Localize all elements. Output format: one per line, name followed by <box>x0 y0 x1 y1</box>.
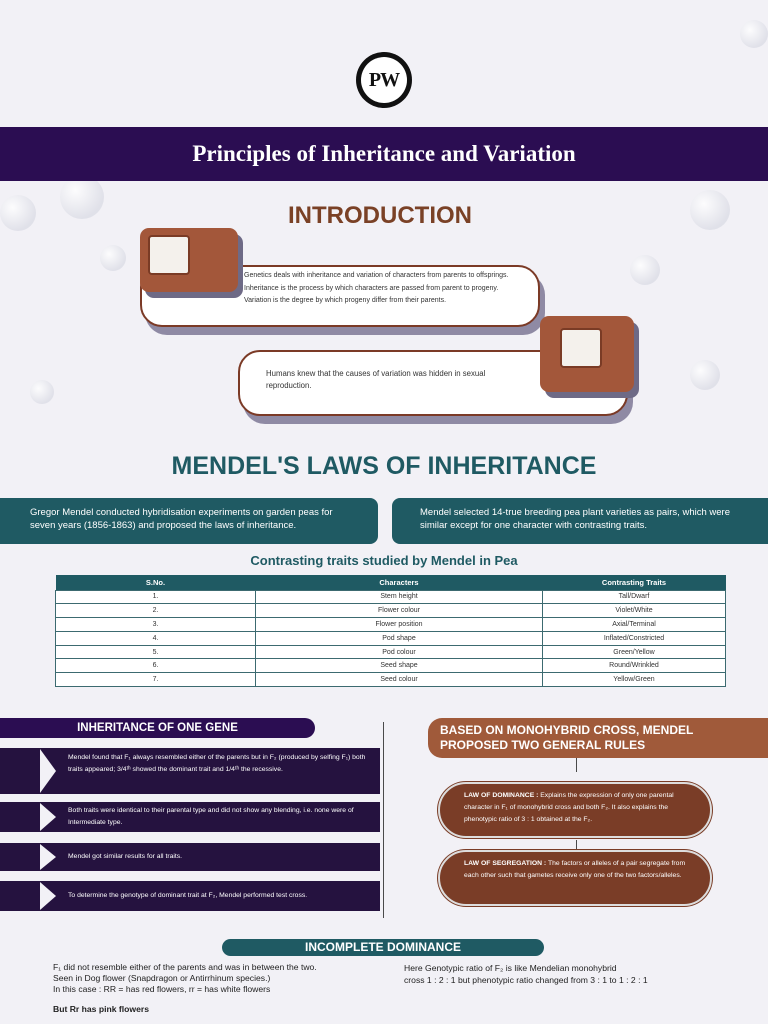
intro-box-1-text: Genetics deals with inheritance and variation of characters from parents to offsprings. Inheritance is the process by which characters are passed from parent to progeny. Variation is the degree by which progeny differ from their parents. <box>244 272 509 304</box>
arrow-notch <box>40 749 56 793</box>
table-header-row <box>56 575 726 590</box>
one-gene-item-3 <box>0 843 380 871</box>
mendel-left-text: Gregor Mendel conducted hybridisation experiments on garden peas for seven years (1856-1863) and proposed the laws of inheritance. <box>30 507 333 531</box>
arrow-notch <box>40 882 56 910</box>
cell-sno: 3. <box>56 618 256 632</box>
cell-character: Flower colour <box>256 604 543 618</box>
dominance-text: Explains the expression of only one parental character in F₁ of monohybrid cross and both F₂. It also explains the phenotypic ratio of 3 : 1 obtained at the F₂. <box>464 792 674 823</box>
cell-character: Pod shape <box>256 631 543 645</box>
header-characters: Characters <box>256 575 543 590</box>
table-row <box>56 631 726 645</box>
cell-traits: Round/Wrinkled <box>543 659 726 673</box>
column-divider <box>383 722 384 918</box>
pw-logo <box>356 52 412 108</box>
cell-traits: Yellow/Green <box>543 673 726 687</box>
cell-character: Seed shape <box>256 659 543 673</box>
cell-traits: Violet/White <box>543 604 726 618</box>
law-of-dominance <box>438 782 712 838</box>
cell-traits: Green/Yellow <box>543 645 726 659</box>
table-row <box>56 645 726 659</box>
header-sno: S.No. <box>56 575 256 590</box>
connector-line <box>576 840 577 850</box>
cell-traits: Axial/Terminal <box>543 618 726 632</box>
header-traits: Contrasting Traits <box>543 575 726 590</box>
one-gene-item-4-text: To determine the genotype of dominant trait at F₂, Mendel performed test cross. <box>68 892 308 899</box>
one-gene-heading: INHERITANCE OF ONE GENE <box>0 718 315 738</box>
mendel-left-bar <box>0 498 378 544</box>
molecule-decoration <box>100 245 126 271</box>
cell-character: Pod colour <box>256 645 543 659</box>
cell-sno: 5. <box>56 645 256 659</box>
cell-sno: 7. <box>56 673 256 687</box>
traits-table <box>55 575 726 687</box>
page-title: Principles of Inheritance and Variation <box>192 141 576 166</box>
molecule-decoration <box>690 360 720 390</box>
table-row <box>56 618 726 632</box>
cell-sno: 1. <box>56 590 256 604</box>
molecule-decoration <box>740 20 768 48</box>
dominance-title: LAW OF DOMINANCE : <box>464 792 539 799</box>
cell-traits: Inflated/Constricted <box>543 631 726 645</box>
table-row <box>56 659 726 673</box>
introduction-heading: INTRODUCTION <box>288 202 472 229</box>
mendel-right-bar <box>392 498 768 544</box>
one-gene-item-4 <box>0 881 380 911</box>
mendel-heading: MENDEL'S LAWS OF INHERITANCE <box>171 452 597 480</box>
one-gene-item-1 <box>0 748 380 794</box>
logo-text: PW <box>361 57 407 103</box>
cell-sno: 6. <box>56 659 256 673</box>
arrow-notch <box>40 844 56 870</box>
mendel-right-text: Mendel selected 14-true breeding pea plant varieties as pairs, which were similar except for one character with contrasting traits. <box>420 507 730 531</box>
table-row <box>56 673 726 687</box>
one-gene-item-2 <box>0 802 380 832</box>
one-gene-item-1-text: Mendel found that F₁ always resembled either of the parents but in F₂ (produced by selfing F₁) both traits appeared; 3/4ᵗʰ showed the dominant trait and 1/4ᵗʰ the recessive. <box>68 754 366 773</box>
incomplete-right-text <box>404 962 724 986</box>
incomplete-right-line-1: Here Genotypic ratio of F₂ is like Mendelian monohybrid <box>404 963 617 973</box>
cell-traits: Tall/Dwarf <box>543 590 726 604</box>
incomplete-line-3: In this case : RR = has red flowers, rr = has white flowers <box>53 984 271 994</box>
cell-character: Flower position <box>256 618 543 632</box>
tab-inset <box>148 235 190 275</box>
table-row <box>56 604 726 618</box>
table-row <box>56 590 726 604</box>
molecule-decoration <box>630 255 660 285</box>
title-banner <box>0 127 768 181</box>
monohybrid-heading <box>428 718 768 758</box>
molecule-decoration <box>30 380 54 404</box>
tab-inset <box>560 328 602 368</box>
incomplete-right-line-2: cross 1 : 2 : 1 but phenotypic ratio changed from 3 : 1 to 1 : 2 : 1 <box>404 975 648 985</box>
arrow-notch <box>40 803 56 831</box>
incomplete-line-2: Seen in Dog flower (Snapdragon or Antirrhinum species.) <box>53 973 271 983</box>
intro-tab-1 <box>140 228 238 292</box>
incomplete-left-text <box>53 962 383 1015</box>
incomplete-line-4: But Rr has pink flowers <box>53 1004 149 1014</box>
monohybrid-heading-text: BASED ON MONOHYBRID CROSS, MENDEL PROPOSED TWO GENERAL RULES <box>440 723 694 752</box>
one-gene-item-3-text: Mendel got similar results for all traits. <box>68 853 183 860</box>
segregation-title: LAW OF SEGREGATION : <box>464 860 547 867</box>
segregation-text: The factors or alleles of a pair segregate from each other such that gametes receive only one of the two factors/alleles. <box>464 860 686 879</box>
connector-line <box>576 758 577 772</box>
law-of-segregation <box>438 850 712 906</box>
cell-character: Stem height <box>256 590 543 604</box>
cell-character: Seed colour <box>256 673 543 687</box>
intro-box-2-text: Humans knew that the causes of variation was hidden in sexual reproduction. <box>266 369 486 390</box>
incomplete-line-1: F₁ did not resemble either of the parents and was in between the two. <box>53 962 317 972</box>
one-gene-item-2-text: Both traits were identical to their parental type and did not show any blending, i.e. none were of Intermediate type. <box>68 807 354 826</box>
cell-sno: 2. <box>56 604 256 618</box>
cell-sno: 4. <box>56 631 256 645</box>
intro-tab-2 <box>540 316 634 392</box>
traits-table-caption: Contrasting traits studied by Mendel in Pea <box>250 553 518 568</box>
incomplete-dominance-heading: INCOMPLETE DOMINANCE <box>222 939 544 956</box>
